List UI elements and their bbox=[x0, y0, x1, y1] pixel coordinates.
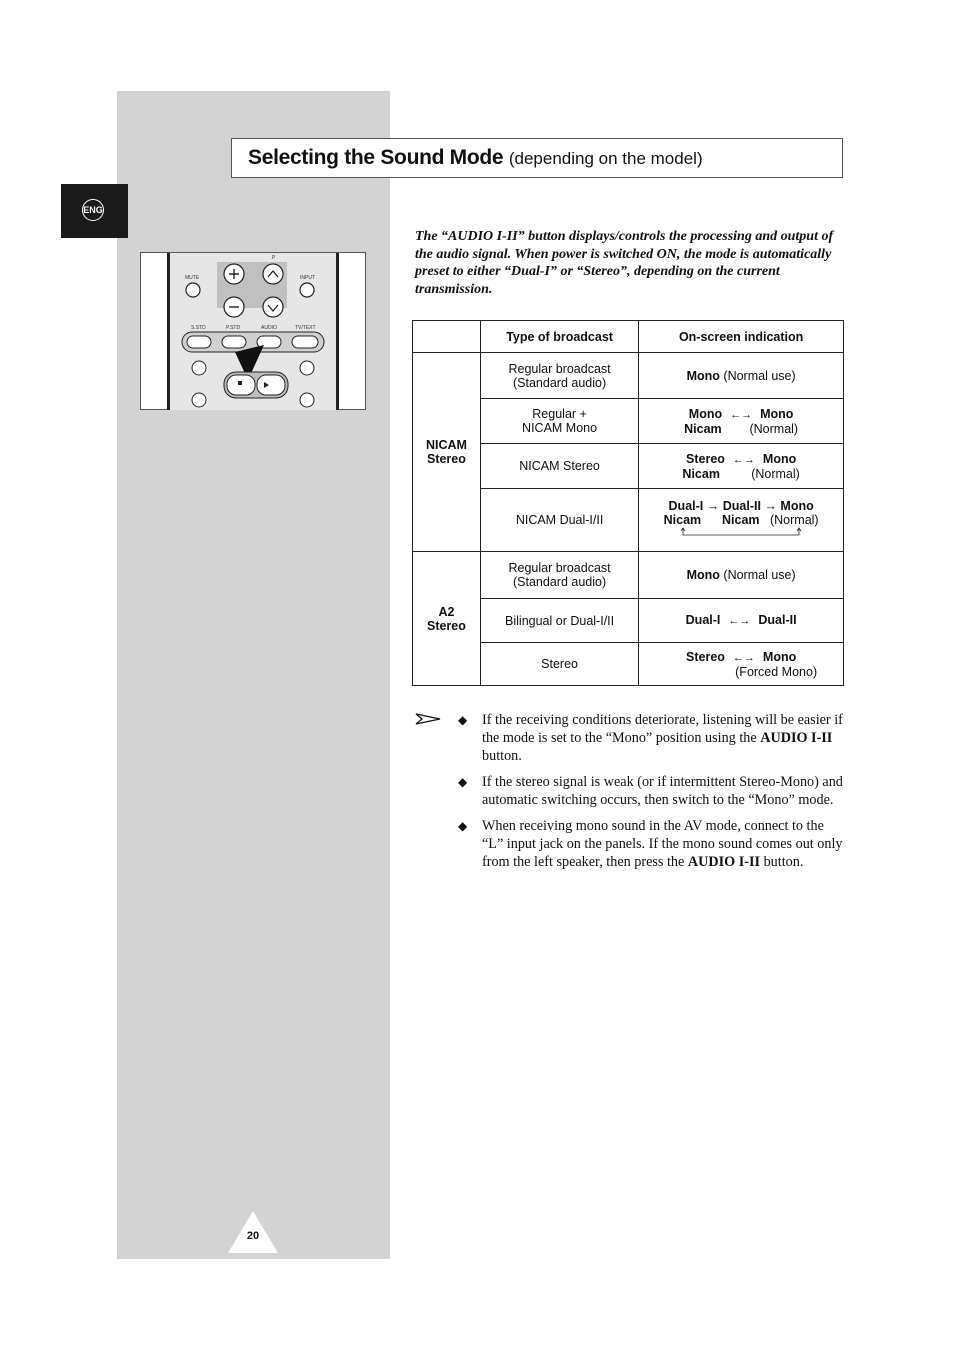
remote-label-audio: AUDIO bbox=[261, 325, 277, 331]
broadcast-type-cell: NICAM Stereo bbox=[480, 444, 638, 489]
double-arrow-icon: ←→ bbox=[730, 408, 753, 421]
broadcast-type-cell: Stereo bbox=[480, 643, 638, 686]
arrow-right-icon: → bbox=[706, 499, 720, 513]
indication-cell: Mono ←→ Mono Nicam (Normal) bbox=[639, 399, 844, 444]
intro-text: The “AUDIO I-II” button displays/controls the processing and output of the audio signal. When power is switched ON, the mode is automatically preset to either “Dual-I” or “Stereo”, depending on the current transmission. bbox=[415, 229, 834, 298]
page-title bbox=[248, 146, 703, 170]
title-subtitle: (depending on the model) bbox=[508, 149, 703, 168]
indication-cell: Mono (Normal use) bbox=[639, 552, 844, 599]
header-onscreen-indication: On-screen indication bbox=[639, 321, 844, 353]
broadcast-type-cell: Regular broadcast (Standard audio) bbox=[480, 552, 638, 599]
remote-label-pstd: P.STD bbox=[226, 325, 241, 331]
remote-label-mute: MUTE bbox=[185, 275, 200, 281]
broadcast-type-cell: Bilingual or Dual-I/II bbox=[480, 599, 638, 643]
table-row bbox=[413, 353, 844, 399]
language-badge: ENG bbox=[82, 199, 104, 221]
diamond-bullet-icon: ◆ bbox=[458, 775, 468, 789]
language-tab bbox=[61, 184, 128, 238]
broadcast-type-cell: Regular + NICAM Mono bbox=[480, 399, 638, 444]
sound-mode-table bbox=[412, 320, 844, 686]
remote-label-input: INPUT bbox=[300, 275, 315, 281]
notes-list bbox=[458, 711, 848, 879]
indication-cell: Dual-I ←→ Dual-II bbox=[639, 599, 844, 643]
remote-control-illustration bbox=[140, 252, 366, 410]
table-header-row bbox=[413, 321, 844, 353]
remote-label-tvtext: TV/TEXT bbox=[295, 325, 316, 331]
diamond-bullet-icon: ◆ bbox=[458, 713, 468, 727]
group-label-nicam: NICAM Stereo bbox=[413, 353, 481, 552]
double-arrow-icon: ←→ bbox=[732, 651, 755, 664]
note-arrow-icon bbox=[415, 712, 441, 726]
remote-label-p: P bbox=[272, 255, 276, 261]
group-label-a2: A2 Stereo bbox=[413, 552, 481, 686]
double-arrow-icon: ←→ bbox=[732, 453, 755, 466]
table-row bbox=[413, 552, 844, 599]
header-type-of-broadcast: Type of broadcast bbox=[480, 321, 638, 353]
remote-label-sstd: S.STD bbox=[191, 325, 206, 331]
cycle-return-arrow-icon bbox=[679, 527, 803, 538]
indication-cell: Dual-I → Dual-II → Mono Nicam Nicam (Normal) bbox=[639, 489, 844, 552]
broadcast-type-cell: NICAM Dual-I/II bbox=[480, 489, 638, 552]
indication-cell: Stereo ←→ Mono (Forced Mono) bbox=[639, 643, 844, 686]
list-item: ◆ When receiving mono sound in the AV mode, connect to the “L” input jack on the panels. If the mono sound comes out only from the left speaker, then press the AUDIO I-II button. bbox=[458, 818, 843, 870]
title-text: Selecting the Sound Mode bbox=[248, 146, 504, 169]
broadcast-type-cell: Regular broadcast (Standard audio) bbox=[480, 353, 638, 399]
double-arrow-icon: ←→ bbox=[728, 615, 751, 627]
arrow-right-icon: → bbox=[764, 499, 777, 513]
diamond-bullet-icon: ◆ bbox=[458, 819, 468, 833]
list-item: ◆ If the stereo signal is weak (or if intermittent Stereo-Mono) and automatic switching occurs, then switch to the “Mono” mode. bbox=[458, 774, 843, 808]
page-number: 20 bbox=[246, 1230, 260, 1242]
indication-cell: Mono (Normal use) bbox=[639, 353, 844, 399]
header-cell-empty bbox=[413, 321, 481, 353]
list-item: ◆ If the receiving conditions deteriorate, listening will be easier if the mode is set to the “Mono” position using the AUDIO I-II button. bbox=[458, 712, 843, 764]
title-box bbox=[231, 138, 843, 178]
indication-cell: Stereo ←→ Mono Nicam (Normal) bbox=[639, 444, 844, 489]
